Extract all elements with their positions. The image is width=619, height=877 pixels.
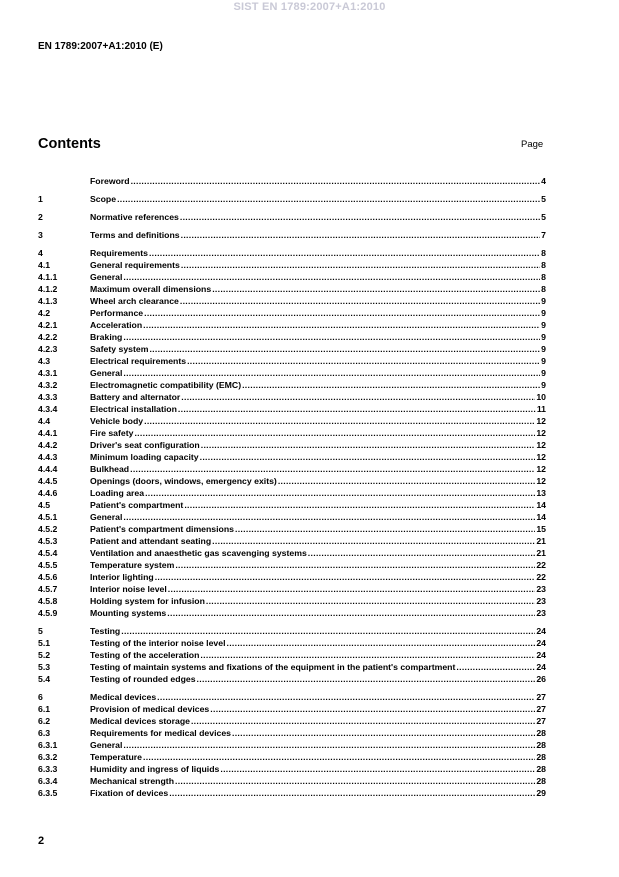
toc-entry-page: 9 bbox=[541, 380, 546, 390]
toc-leader-dots bbox=[144, 307, 540, 319]
toc-leader-dots bbox=[157, 691, 535, 703]
toc-entry-title: General bbox=[90, 368, 123, 378]
toc-entry[interactable] bbox=[38, 787, 546, 799]
toc-leader-dots bbox=[181, 229, 541, 241]
toc-entry-page: 9 bbox=[541, 368, 546, 378]
toc-entry-number: 4 bbox=[38, 248, 43, 258]
toc-entry-title: Vehicle body bbox=[90, 416, 144, 426]
toc-entry-title: Interior lighting bbox=[90, 572, 154, 582]
toc-entry-page: 27 bbox=[536, 692, 546, 702]
toc-entry-page: 5 bbox=[541, 194, 546, 204]
toc-entry-page: 23 bbox=[536, 584, 546, 594]
toc-entry-title: Temperature bbox=[90, 752, 142, 762]
toc-entry-page: 9 bbox=[541, 320, 546, 330]
toc-entry-number: 6.3.3 bbox=[38, 764, 58, 774]
toc-entry-title: Safety system bbox=[90, 344, 149, 354]
toc-entry[interactable] bbox=[38, 439, 546, 451]
toc-entry-title: Temperature system bbox=[90, 560, 175, 570]
toc-entry[interactable] bbox=[38, 475, 546, 487]
toc-leader-dots bbox=[123, 331, 540, 343]
toc-entry-page: 28 bbox=[536, 728, 546, 738]
toc-entry-title: Testing of the acceleration bbox=[90, 650, 200, 660]
toc-entry-page: 9 bbox=[541, 356, 546, 366]
toc-entry-page: 13 bbox=[536, 488, 546, 498]
toc-entry-title: Requirements for medical devices bbox=[90, 728, 231, 738]
toc-entry-number: 6.3.4 bbox=[38, 776, 58, 786]
toc-entry-title: Medical devices bbox=[90, 692, 157, 702]
toc-entry-number: 4.5.8 bbox=[38, 596, 58, 606]
toc-entry-page: 15 bbox=[536, 524, 546, 534]
toc-entry-number: 4.2.1 bbox=[38, 320, 58, 330]
toc-entry[interactable] bbox=[38, 571, 546, 583]
toc-entry-title: Openings (doors, windows, emergency exits) bbox=[90, 476, 277, 486]
toc-entry-number: 4.3.1 bbox=[38, 368, 58, 378]
toc-entry-number: 4.1.2 bbox=[38, 284, 58, 294]
toc-entry[interactable] bbox=[38, 661, 546, 673]
page-column-label: Page bbox=[521, 139, 544, 150]
toc-entry[interactable] bbox=[38, 175, 546, 187]
toc-entry[interactable] bbox=[38, 535, 546, 547]
toc-entry-title: Provision of medical devices bbox=[90, 704, 210, 714]
toc-entry-page: 12 bbox=[536, 428, 546, 438]
toc-entry-title: Mechanical strength bbox=[90, 776, 174, 786]
toc-entry-number: 4.5.6 bbox=[38, 572, 58, 582]
toc-leader-dots bbox=[232, 727, 535, 739]
toc-entry-page: 22 bbox=[536, 560, 546, 570]
toc-entry-title: Testing of maintain systems and fixations of the equipment in the patient's compartment bbox=[90, 662, 456, 672]
toc-entry[interactable] bbox=[38, 487, 546, 499]
toc-entry-page: 9 bbox=[541, 308, 546, 318]
toc-leader-dots bbox=[169, 787, 535, 799]
toc-entry[interactable] bbox=[38, 247, 546, 259]
toc-entry-number: 4.4.5 bbox=[38, 476, 58, 486]
toc-entry-title: Fixation of devices bbox=[90, 788, 169, 798]
toc-entry-title: Electromagnetic compatibility (EMC) bbox=[90, 380, 242, 390]
toc-entry[interactable] bbox=[38, 355, 546, 367]
toc-leader-dots bbox=[184, 499, 535, 511]
toc-entry-title: Braking bbox=[90, 332, 123, 342]
toc-entry-page: 28 bbox=[536, 776, 546, 786]
toc-entry-number: 5.1 bbox=[38, 638, 51, 648]
toc-leader-dots bbox=[210, 703, 535, 715]
toc-leader-dots bbox=[175, 559, 535, 571]
toc-entry-number: 5.2 bbox=[38, 650, 51, 660]
toc-entry-page: 21 bbox=[536, 536, 546, 546]
toc-leader-dots bbox=[134, 427, 535, 439]
toc-entry[interactable] bbox=[38, 367, 546, 379]
toc-entry-page: 23 bbox=[536, 608, 546, 618]
toc-entry-number: 4.5.7 bbox=[38, 584, 58, 594]
toc-entry-number: 6.3 bbox=[38, 728, 51, 738]
toc-entry-page: 27 bbox=[536, 716, 546, 726]
toc-entry-number: 6 bbox=[38, 692, 43, 702]
toc-entry-page: 28 bbox=[536, 764, 546, 774]
toc-entry-title: General bbox=[90, 272, 123, 282]
toc-entry-number: 4.3 bbox=[38, 356, 51, 366]
toc-leader-dots bbox=[121, 625, 535, 637]
toc-entry[interactable] bbox=[38, 427, 546, 439]
toc-entry-number: 5 bbox=[38, 626, 43, 636]
toc-entry[interactable] bbox=[38, 283, 546, 295]
toc-entry-number: 6.3.5 bbox=[38, 788, 58, 798]
toc-entry-page: 8 bbox=[541, 260, 546, 270]
toc-entry-title: Mounting systems bbox=[90, 608, 167, 618]
toc-leader-dots bbox=[175, 775, 535, 787]
toc-entry-number: 4.3.3 bbox=[38, 392, 58, 402]
toc-entry[interactable] bbox=[38, 319, 546, 331]
toc-leader-dots bbox=[149, 343, 540, 355]
toc-entry-page: 28 bbox=[536, 740, 546, 750]
toc-leader-dots bbox=[226, 637, 535, 649]
toc-leader-dots bbox=[456, 661, 535, 673]
toc-entry[interactable] bbox=[38, 751, 546, 763]
toc-leader-dots bbox=[220, 763, 535, 775]
toc-entry[interactable] bbox=[38, 211, 546, 223]
toc-entry-page: 28 bbox=[536, 752, 546, 762]
toc-entry[interactable] bbox=[38, 595, 546, 607]
toc-entry-title: Testing bbox=[90, 626, 121, 636]
toc-entry-title: Interior noise level bbox=[90, 584, 167, 594]
toc-entry-number: 4.4.4 bbox=[38, 464, 58, 474]
toc-entry[interactable] bbox=[38, 715, 546, 727]
toc-entry-title: Scope bbox=[90, 194, 117, 204]
toc-entry-page: 24 bbox=[536, 662, 546, 672]
toc-entry[interactable] bbox=[38, 763, 546, 775]
toc-entry-number: 4.2.3 bbox=[38, 344, 58, 354]
toc-entry[interactable] bbox=[38, 451, 546, 463]
toc-leader-dots bbox=[180, 211, 540, 223]
toc-entry-title: Patient's compartment bbox=[90, 500, 184, 510]
toc-entry[interactable] bbox=[38, 739, 546, 751]
toc-leader-dots bbox=[201, 439, 536, 451]
toc-entry-page: 5 bbox=[541, 212, 546, 222]
toc-leader-dots bbox=[212, 283, 540, 295]
toc-leader-dots bbox=[143, 319, 540, 331]
toc-leader-dots bbox=[123, 739, 535, 751]
toc-leader-dots bbox=[187, 355, 540, 367]
toc-entry-page: 23 bbox=[536, 596, 546, 606]
toc-entry-number: 6.1 bbox=[38, 704, 51, 714]
toc-entry-number: 4.1.1 bbox=[38, 272, 58, 282]
toc-entry-page: 27 bbox=[536, 704, 546, 714]
toc-entry-number: 4.5 bbox=[38, 500, 51, 510]
toc-entry-title: Foreword bbox=[90, 176, 130, 186]
toc-entry[interactable] bbox=[38, 331, 546, 343]
toc-entry-title: Holding system for infusion bbox=[90, 596, 205, 606]
toc-entry-number: 4.5.9 bbox=[38, 608, 58, 618]
toc-entry-page: 9 bbox=[541, 296, 546, 306]
toc-entry-title: General requirements bbox=[90, 260, 180, 270]
toc-entry-title: Driver's seat configuration bbox=[90, 440, 200, 450]
toc-leader-dots bbox=[123, 271, 540, 283]
toc-entry-number: 4.5.2 bbox=[38, 524, 58, 534]
toc-entry[interactable] bbox=[38, 379, 546, 391]
contents-heading: Contents bbox=[38, 136, 101, 152]
toc-entry-page: 8 bbox=[541, 248, 546, 258]
toc-entry[interactable] bbox=[38, 649, 546, 661]
toc-entry-title: Medical devices storage bbox=[90, 716, 190, 726]
toc-leader-dots bbox=[123, 367, 540, 379]
toc-entry-title: General bbox=[90, 740, 123, 750]
toc-entry-number: 4.1 bbox=[38, 260, 51, 270]
toc-entry-number: 4.2.2 bbox=[38, 332, 58, 342]
toc-entry-title: General bbox=[90, 512, 123, 522]
toc-entry-title: Testing of rounded edges bbox=[90, 674, 196, 684]
toc-entry-title: Loading area bbox=[90, 488, 145, 498]
toc-entry-page: 9 bbox=[541, 344, 546, 354]
toc-entry-number: 6.3.2 bbox=[38, 752, 58, 762]
toc-entry-title: Wheel arch clearance bbox=[90, 296, 179, 306]
toc-leader-dots bbox=[149, 247, 540, 259]
toc-entry-number: 4.5.4 bbox=[38, 548, 58, 558]
toc-entry-number: 4.4 bbox=[38, 416, 51, 426]
toc-leader-dots bbox=[130, 463, 535, 475]
toc-entry-page: 14 bbox=[536, 512, 546, 522]
toc-entry-page: 8 bbox=[541, 272, 546, 282]
toc-entry-page: 24 bbox=[536, 626, 546, 636]
toc-entry-number: 1 bbox=[38, 194, 43, 204]
toc-leader-dots bbox=[180, 295, 540, 307]
toc-entry-number: 6.2 bbox=[38, 716, 51, 726]
toc-entry-number: 5.4 bbox=[38, 674, 51, 684]
toc-entry-page: 21 bbox=[536, 548, 546, 558]
toc-entry[interactable] bbox=[38, 499, 546, 511]
toc-entry[interactable] bbox=[38, 259, 546, 271]
toc-entry[interactable] bbox=[38, 403, 546, 415]
toc-entry-title: Testing of the interior noise level bbox=[90, 638, 226, 648]
toc-leader-dots bbox=[145, 487, 535, 499]
toc-entry-page: 4 bbox=[541, 176, 546, 186]
page-number: 2 bbox=[38, 835, 45, 847]
toc-entry-title: Electrical requirements bbox=[90, 356, 187, 366]
toc-entry-number: 4.5.5 bbox=[38, 560, 58, 570]
toc-entry-number: 4.5.3 bbox=[38, 536, 58, 546]
toc-entry[interactable] bbox=[38, 703, 546, 715]
toc-entry-page: 24 bbox=[536, 638, 546, 648]
toc-entry-title: Patient's compartment dimensions bbox=[90, 524, 234, 534]
toc-entry[interactable] bbox=[38, 523, 546, 535]
toc-entry-title: Minimum loading capacity bbox=[90, 452, 199, 462]
toc-entry-number: 4.2 bbox=[38, 308, 51, 318]
toc-leader-dots bbox=[131, 175, 541, 187]
toc-entry-number: 4.4.6 bbox=[38, 488, 58, 498]
toc-entry-title: Ventilation and anaesthetic gas scavenging systems bbox=[90, 548, 307, 558]
toc-entry-number: 4.4.1 bbox=[38, 428, 58, 438]
toc-leader-dots bbox=[206, 595, 535, 607]
toc-entry-page: 12 bbox=[536, 440, 546, 450]
toc-leader-dots bbox=[308, 547, 536, 559]
toc-entry[interactable] bbox=[38, 193, 546, 205]
toc-entry-number: 4.5.1 bbox=[38, 512, 58, 522]
toc-leader-dots bbox=[242, 379, 540, 391]
toc-entry-title: Patient and attendant seating bbox=[90, 536, 212, 546]
toc-entry[interactable] bbox=[38, 511, 546, 523]
table-of-contents bbox=[38, 175, 546, 799]
toc-entry-title: Terms and definitions bbox=[90, 230, 180, 240]
toc-entry-page: 12 bbox=[536, 416, 546, 426]
toc-entry[interactable] bbox=[38, 727, 546, 739]
toc-entry-title: Performance bbox=[90, 308, 144, 318]
toc-entry-number: 4.3.2 bbox=[38, 380, 58, 390]
toc-entry[interactable] bbox=[38, 691, 546, 703]
toc-leader-dots bbox=[181, 259, 540, 271]
toc-entry[interactable] bbox=[38, 625, 546, 637]
toc-entry-page: 9 bbox=[541, 332, 546, 342]
toc-leader-dots bbox=[212, 535, 535, 547]
toc-entry[interactable] bbox=[38, 583, 546, 595]
toc-entry[interactable] bbox=[38, 559, 546, 571]
toc-entry-title: Maximum overall dimensions bbox=[90, 284, 212, 294]
toc-entry-page: 14 bbox=[536, 500, 546, 510]
toc-leader-dots bbox=[117, 193, 540, 205]
toc-leader-dots bbox=[235, 523, 535, 535]
toc-entry-page: 10 bbox=[536, 392, 546, 402]
toc-entry-number: 5.3 bbox=[38, 662, 51, 672]
toc-entry[interactable] bbox=[38, 775, 546, 787]
toc-entry-page: 12 bbox=[536, 452, 546, 462]
toc-entry-title: Normative references bbox=[90, 212, 179, 222]
toc-leader-dots bbox=[143, 751, 535, 763]
toc-entry-page: 8 bbox=[541, 284, 546, 294]
toc-entry-title: Requirements bbox=[90, 248, 148, 258]
toc-leader-dots bbox=[191, 715, 535, 727]
toc-entry-number: 4.4.2 bbox=[38, 440, 58, 450]
toc-entry-page: 12 bbox=[536, 476, 546, 486]
toc-entry[interactable] bbox=[38, 391, 546, 403]
toc-entry-title: Electrical installation bbox=[90, 404, 177, 414]
toc-entry[interactable] bbox=[38, 607, 546, 619]
toc-leader-dots bbox=[200, 451, 536, 463]
toc-entry[interactable] bbox=[38, 307, 546, 319]
toc-leader-dots bbox=[168, 583, 536, 595]
toc-leader-dots bbox=[144, 415, 535, 427]
toc-entry-title: Humidity and ingress of liquids bbox=[90, 764, 220, 774]
toc-entry-number: 4.3.4 bbox=[38, 404, 58, 414]
toc-entry-page: 26 bbox=[536, 674, 546, 684]
toc-entry-page: 12 bbox=[536, 464, 546, 474]
toc-leader-dots bbox=[197, 673, 536, 685]
toc-entry[interactable] bbox=[38, 229, 546, 241]
toc-entry[interactable] bbox=[38, 343, 546, 355]
toc-entry-number: 4.1.3 bbox=[38, 296, 58, 306]
toc-leader-dots bbox=[278, 475, 536, 487]
document-reference: EN 1789:2007+A1:2010 (E) bbox=[38, 41, 163, 52]
toc-entry[interactable] bbox=[38, 463, 546, 475]
toc-entry[interactable] bbox=[38, 415, 546, 427]
toc-entry-page: 29 bbox=[536, 788, 546, 798]
toc-entry[interactable] bbox=[38, 547, 546, 559]
toc-entry-page: 22 bbox=[536, 572, 546, 582]
toc-leader-dots bbox=[181, 391, 535, 403]
toc-entry[interactable] bbox=[38, 295, 546, 307]
toc-entry-number: 2 bbox=[38, 212, 43, 222]
toc-entry[interactable] bbox=[38, 637, 546, 649]
watermark: SIST EN 1789:2007+A1:2010 bbox=[233, 1, 386, 13]
toc-entry-number: 6.3.1 bbox=[38, 740, 58, 750]
toc-entry-page: 24 bbox=[536, 650, 546, 660]
toc-entry-page: 11 bbox=[536, 404, 546, 414]
toc-entry-number: 3 bbox=[38, 230, 43, 240]
toc-entry[interactable] bbox=[38, 271, 546, 283]
toc-entry-number: 4.4.3 bbox=[38, 452, 58, 462]
toc-leader-dots bbox=[123, 511, 535, 523]
toc-entry-title: Fire safety bbox=[90, 428, 134, 438]
toc-leader-dots bbox=[167, 607, 535, 619]
toc-entry-page: 7 bbox=[541, 230, 546, 240]
toc-leader-dots bbox=[200, 649, 535, 661]
toc-entry-title: Acceleration bbox=[90, 320, 143, 330]
toc-entry-title: Battery and alternator bbox=[90, 392, 181, 402]
toc-leader-dots bbox=[178, 403, 536, 415]
toc-leader-dots bbox=[155, 571, 536, 583]
toc-entry-title: Bulkhead bbox=[90, 464, 130, 474]
toc-entry[interactable] bbox=[38, 673, 546, 685]
